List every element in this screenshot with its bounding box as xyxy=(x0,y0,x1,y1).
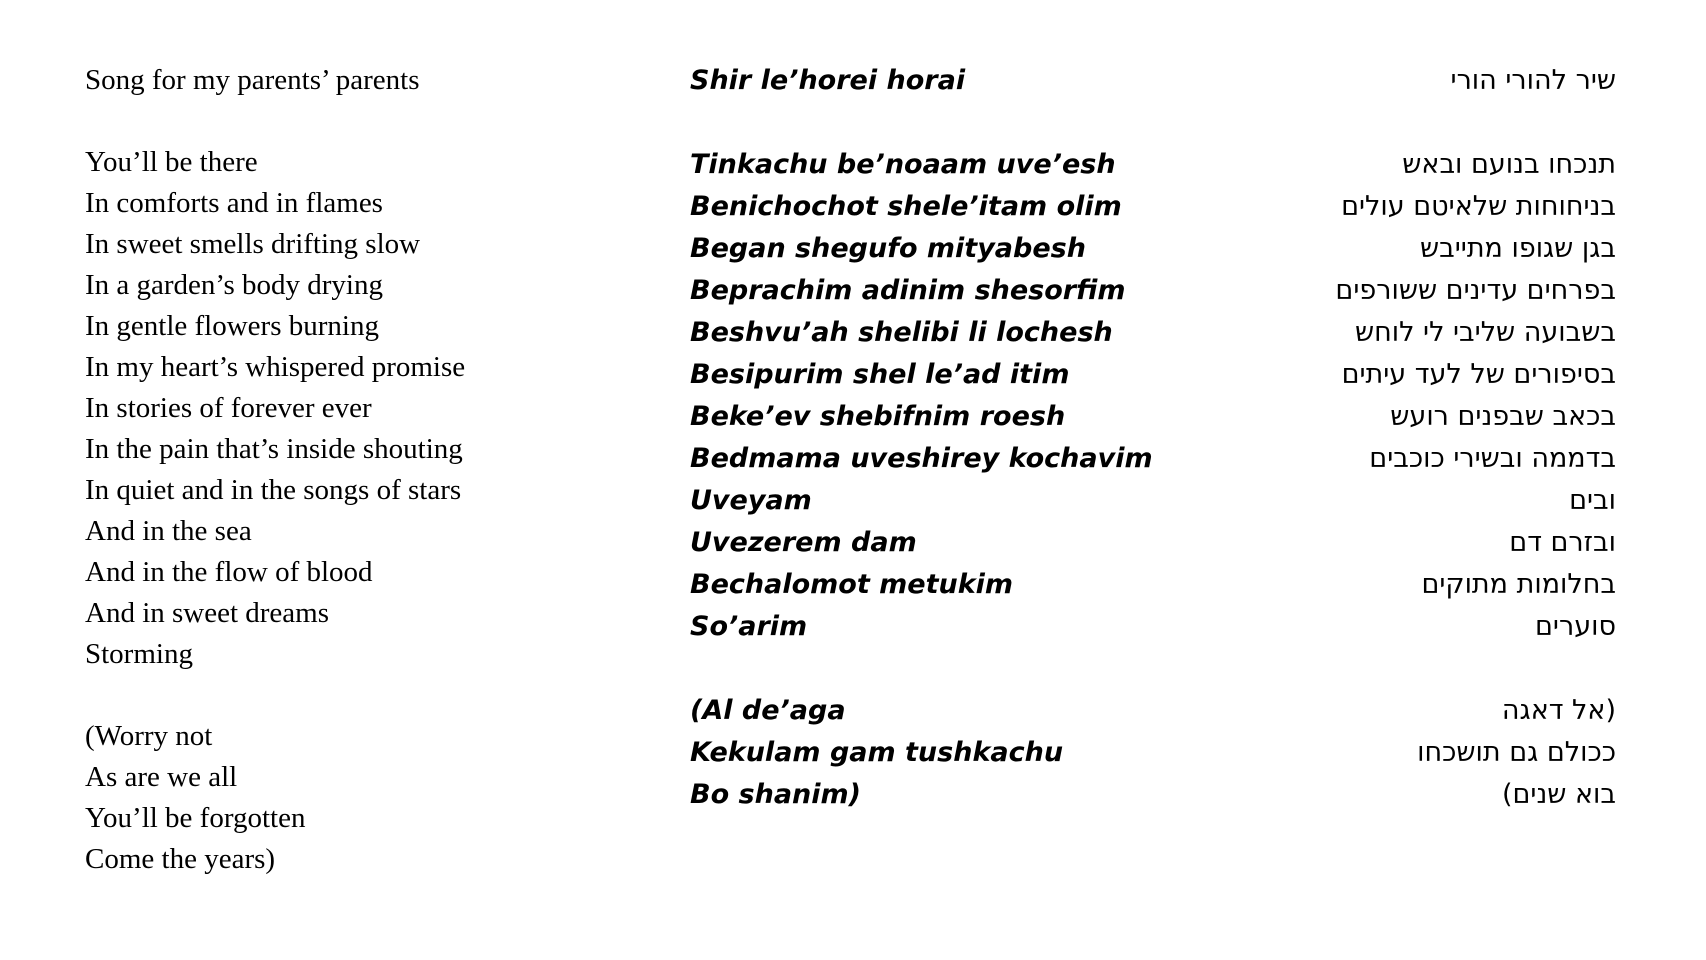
hebrew-title: שיר להורי הורי xyxy=(1450,65,1616,96)
translit-line: Began shegufo mityabesh xyxy=(690,233,1086,264)
hebrew-line: בדממה ובשירי כוכבים xyxy=(1369,443,1616,474)
hebrew-line: בחלומות מתוקים xyxy=(1421,569,1616,600)
english-line: Come the years) xyxy=(85,843,276,875)
hebrew-line: (אל דאגה xyxy=(1501,695,1616,726)
hebrew-line: בגן שגופו מתייבש xyxy=(1420,233,1616,264)
english-line: And in the flow of blood xyxy=(85,556,373,588)
english-stanza-1 xyxy=(85,142,685,675)
english-line: And in the sea xyxy=(85,515,252,547)
translit-line: Beshvu’ah shelibi li lochesh xyxy=(690,317,1113,348)
english-line: You’ll be forgotten xyxy=(85,802,306,834)
translit-line: Bo shanim) xyxy=(690,779,861,810)
hebrew-line: בשבועה שליבי לי לוחש xyxy=(1354,317,1616,348)
translit-line: Benichochot shele’itam olim xyxy=(690,191,1122,222)
hebrew-stanza-2 xyxy=(1245,690,1616,816)
english-line: In quiet and in the songs of stars xyxy=(85,474,462,506)
translit-line: (Al de’aga xyxy=(690,695,846,726)
hebrew-title-block xyxy=(1245,60,1616,102)
english-line: In comforts and in flames xyxy=(85,187,383,219)
translit-stanza-1 xyxy=(690,144,1245,648)
translit-title: Shir le’horei horai xyxy=(690,65,966,96)
hebrew-line: ככולם גם תושכחו xyxy=(1417,737,1616,768)
translit-line: So’arim xyxy=(690,611,808,642)
english-title: Song for my parents’ parents xyxy=(85,64,420,96)
translit-line: Beke’ev shebifnim roesh xyxy=(690,401,1066,432)
hebrew-line: תנכחו בנועם ובאש xyxy=(1402,149,1616,180)
column-transliteration xyxy=(685,60,1245,858)
english-line: You’ll be there xyxy=(85,146,258,178)
english-line: In a garden’s body drying xyxy=(85,269,383,301)
translit-line: Bedmama uveshirey kochavim xyxy=(690,443,1153,474)
hebrew-stanza-1 xyxy=(1245,144,1616,648)
translit-line: Bechalomot metukim xyxy=(690,569,1014,600)
english-line: Storming xyxy=(85,638,193,670)
column-english xyxy=(85,60,685,921)
english-line: As are we all xyxy=(85,761,238,793)
translit-line: Tinkachu be’noaam uve’esh xyxy=(690,149,1116,180)
hebrew-line: בכאב שבפנים רועש xyxy=(1390,401,1616,432)
english-line: In sweet smells drifting slow xyxy=(85,228,421,260)
hebrew-line: בסיפורים של לעד עיתים xyxy=(1341,359,1616,390)
hebrew-line: ובזרם דם xyxy=(1509,527,1616,558)
column-hebrew xyxy=(1245,60,1636,858)
translit-line: Beprachim adinim shesorfim xyxy=(690,275,1126,306)
english-line: (Worry not xyxy=(85,720,213,752)
translit-line: Kekulam gam tushkachu xyxy=(690,737,1064,768)
translit-line: Uvezerem dam xyxy=(690,527,917,558)
english-stanza-2 xyxy=(85,716,685,880)
english-line: In the pain that’s inside shouting xyxy=(85,433,463,465)
english-title-block xyxy=(85,60,685,101)
hebrew-line: בניחוחות שלאיטם עולים xyxy=(1341,191,1616,222)
translit-line: Uveyam xyxy=(690,485,812,516)
translit-title-block xyxy=(690,60,1245,102)
hebrew-line: בוא שנים) xyxy=(1501,779,1616,810)
translit-stanza-2 xyxy=(690,690,1245,816)
english-line: And in sweet dreams xyxy=(85,597,330,629)
hebrew-line: ובים xyxy=(1569,485,1616,516)
translit-line: Besipurim shel le’ad itim xyxy=(690,359,1070,390)
english-line: In gentle flowers burning xyxy=(85,310,379,342)
hebrew-line: סוערים xyxy=(1535,611,1616,642)
hebrew-line: בפרחים עדינים ששורפים xyxy=(1335,275,1616,306)
poem-columns xyxy=(85,60,1636,920)
english-line: In stories of forever ever xyxy=(85,392,372,424)
english-line: In my heart’s whispered promise xyxy=(85,351,466,383)
